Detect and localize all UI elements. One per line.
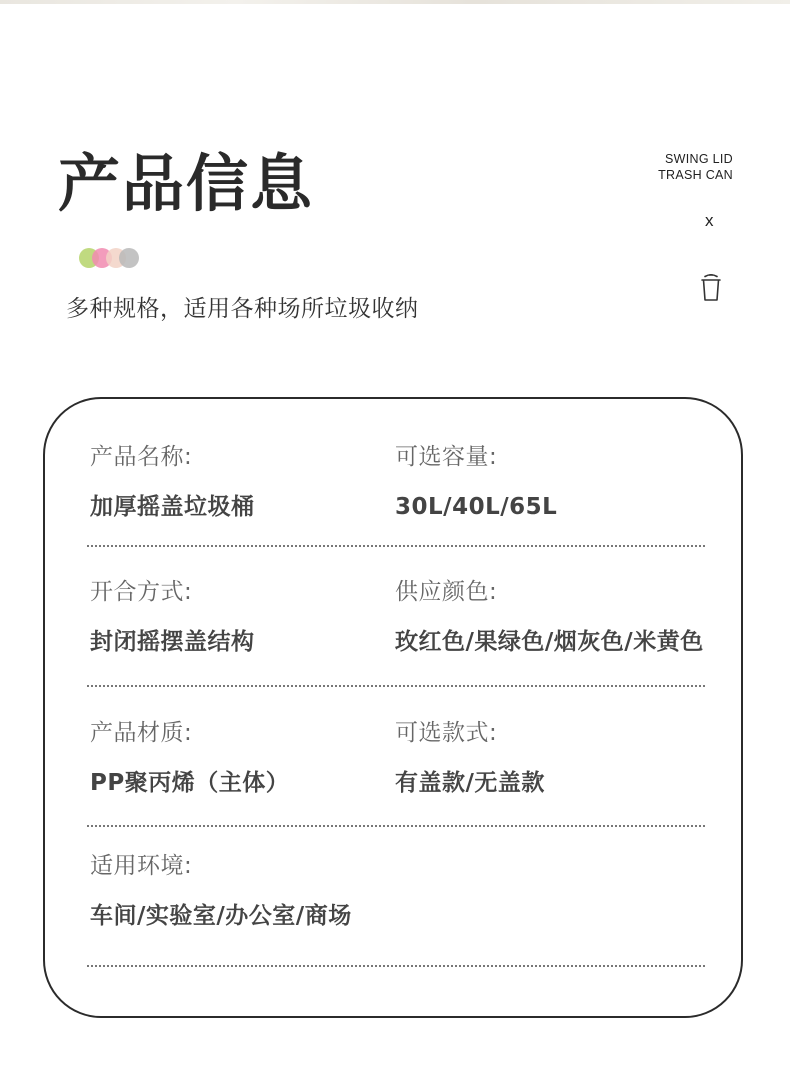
spec-colors (395, 577, 704, 657)
spec-label: 可选容量: (395, 444, 498, 470)
dotted-divider (87, 965, 705, 967)
page-title: 产品信息 (58, 147, 315, 220)
spec-product-name (90, 442, 255, 522)
page-subtitle: 多种规格，适用各种场所垃圾收纳 (66, 296, 419, 322)
top-edge-strip (0, 0, 790, 4)
spec-style (395, 718, 545, 798)
spec-value: 玫红色/果绿色/烟灰色/米黄色 (395, 629, 704, 655)
spec-label: 适用环境: (90, 853, 193, 879)
spec-label: 开合方式: (90, 579, 193, 605)
dotted-divider (87, 545, 705, 547)
color-swatches (79, 248, 149, 270)
spec-label: 供应颜色: (395, 579, 498, 605)
spec-value: 有盖款/无盖款 (395, 770, 545, 796)
spec-environment (90, 851, 352, 931)
spec-value: 30L/40L/65L (395, 494, 558, 520)
side-x-mark: x (705, 211, 714, 230)
spec-capacity (395, 442, 557, 522)
spec-label: 产品名称: (90, 444, 193, 470)
swing-lid-label (658, 151, 733, 183)
spec-material (90, 718, 289, 798)
side-label-line1: SWING LID (665, 152, 733, 166)
spec-opening-method (90, 577, 255, 657)
spec-value: 加厚摇盖垃圾桶 (90, 494, 255, 520)
swatch-gray (119, 248, 139, 268)
trash-can-icon (700, 273, 722, 303)
side-label-line2: TRASH CAN (658, 168, 733, 182)
spec-label: 产品材质: (90, 720, 193, 746)
spec-label: 可选款式: (395, 720, 498, 746)
spec-value: 车间/实验室/办公室/商场 (90, 903, 352, 929)
spec-value: 封闭摇摆盖结构 (90, 629, 255, 655)
dotted-divider (87, 825, 705, 827)
spec-value: PP聚丙烯（主体） (90, 770, 290, 796)
dotted-divider (87, 685, 705, 687)
